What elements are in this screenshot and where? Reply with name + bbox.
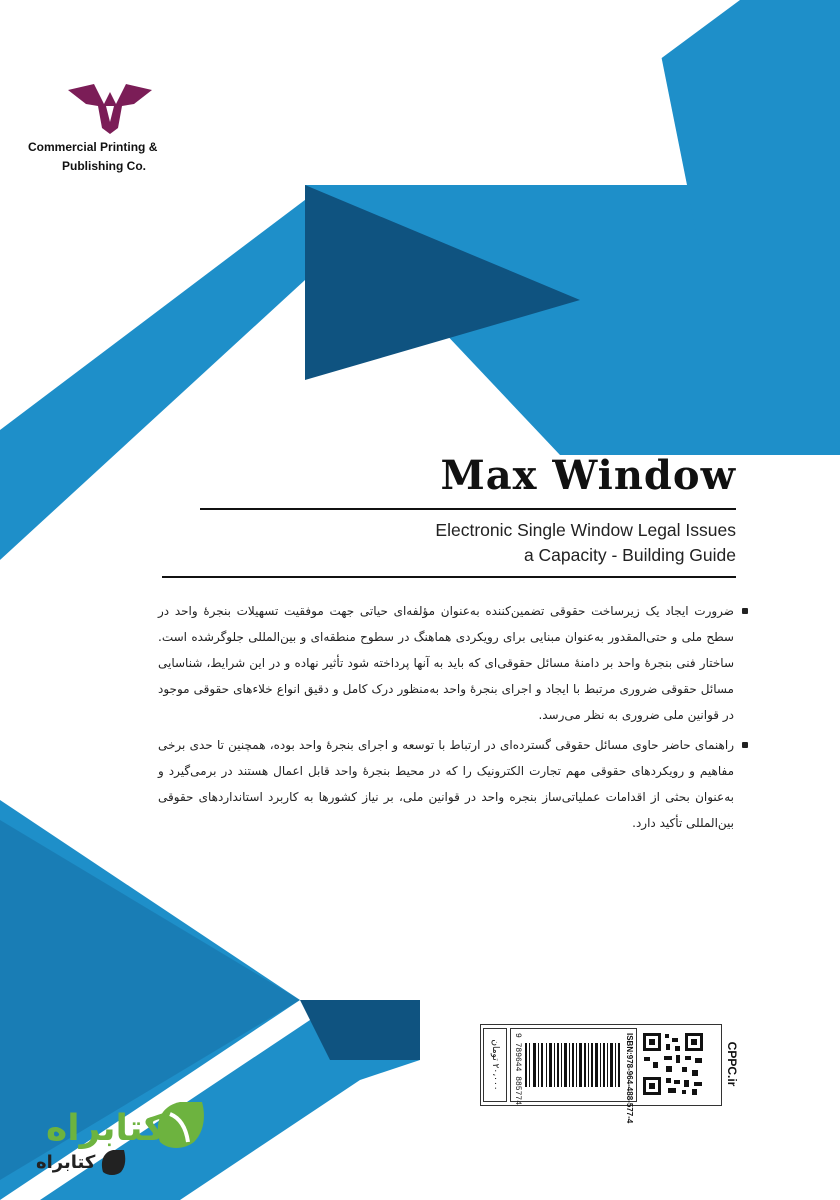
description-text bbox=[158, 598, 748, 840]
paragraph-text: ضرورت ایجاد یک زیرساخت حقوقی تضمین‌کننده به‌عنوان مؤلفه‌ای حیاتی جهت موفقیت تسهیلات بنجرهٔ واحد در سطح ملی و حتی‌المقدور به‌عنوان مبنایی برای رویکردی هماهنگ در سطوح منطقه‌ای و بین‌المللی جلوگرشده است. ساختار فنی بنجرهٔ واحد بر دامنهٔ مسائل حقوقی‌ای که باید به آنها پرداخته شود تأثیر نهاده و در این شرایط، شناسایی مسائل حقوقی ضروری مرتبط با ایجاد و اجرای بنجرهٔ واحد به‌منظور درک کامل و دقیق انواع خلاءهای حقوقی موجود در قوانین ملی ضروری به نظر می‌رسد. bbox=[158, 604, 734, 722]
paragraph-text: راهنمای حاضر حاوی مسائل حقوقی گسترده‌ای در ارتباط با توسعه و اجرای بنجرهٔ واحد بوده، همچنین تا حدی برخی مفاهیم و رویکردهای حقوقی مهم تجارت الکترونیک را که در محیط بنجرهٔ واحد قابل اعمال هستند در برمی‌گیرد و به‌عنوان بحثی از اقدامات عملیاتی‌ساز بنجره واحد در قوانین ملی، بر نیاز کشورها به کاربرد استانداردهای حقوقی بین‌المللی تأکید دارد. bbox=[158, 738, 734, 830]
price-label: ۲۰،۰۰۰ تومان bbox=[490, 1039, 500, 1091]
bullet-icon bbox=[742, 608, 748, 614]
bullet-icon bbox=[742, 742, 748, 748]
price-box bbox=[483, 1028, 507, 1102]
isbn-label: ISBN:978-964-488-577-4 bbox=[625, 1033, 634, 1124]
watermark-small-logo-icon bbox=[98, 1148, 128, 1178]
publisher-name-line1: Commercial Printing & bbox=[28, 140, 158, 154]
subtitle-line2: a Capacity - Building Guide bbox=[523, 545, 736, 565]
description-paragraph bbox=[158, 732, 748, 836]
title-rule bbox=[200, 508, 736, 510]
publisher-name-line2: Publishing Co. bbox=[62, 159, 146, 173]
isbn-barcode bbox=[510, 1028, 637, 1124]
book-title: Max Window bbox=[440, 452, 736, 499]
description-paragraph bbox=[158, 598, 748, 728]
publisher-name bbox=[28, 138, 193, 176]
book-subtitle bbox=[435, 518, 736, 568]
watermark-text-small: کتابراه bbox=[36, 1152, 96, 1173]
isbn-text-rotated bbox=[511, 1029, 636, 1124]
publisher-logo bbox=[28, 82, 193, 176]
publisher-website bbox=[724, 1034, 740, 1094]
subtitle-line1: Electronic Single Window Legal Issues bbox=[435, 520, 736, 540]
watermark-text: کتابراه bbox=[46, 1108, 165, 1149]
subtitle-rule bbox=[162, 576, 736, 578]
publisher-emblem-icon bbox=[64, 82, 156, 134]
qr-code-icon bbox=[640, 1030, 706, 1098]
isbn-digits: 9 789644 885774 bbox=[513, 1033, 522, 1106]
website-label: CPPC.ir bbox=[725, 1041, 739, 1087]
